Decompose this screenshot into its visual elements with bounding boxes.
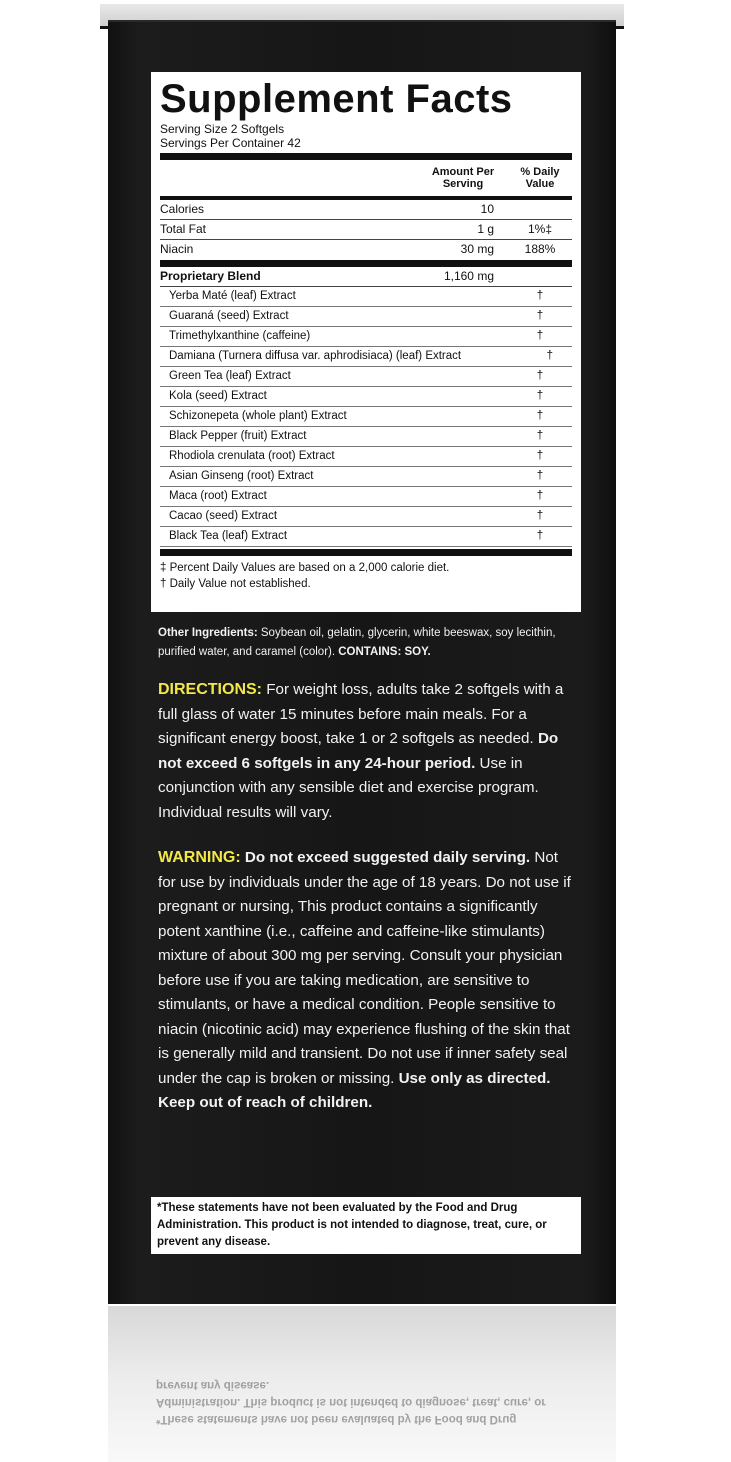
nutrient-dv: 1%‡ — [527, 222, 553, 236]
blend-item-row — [160, 487, 572, 507]
nutrient-row — [160, 200, 572, 220]
blend-item-name: Black Pepper (fruit) Extract — [169, 430, 307, 442]
blend-item-dv: † — [536, 310, 544, 322]
blend-item-dv: † — [536, 370, 544, 382]
nutrient-list — [160, 200, 572, 259]
facts-footnotes — [160, 556, 572, 592]
blend-item-name: Schizonepeta (whole plant) Extract — [169, 410, 347, 422]
blend-item-dv: † — [536, 290, 544, 302]
blend-item-name: Damiana (Turnera diffusa var. aphrodisiaca) (leaf) Extract — [169, 350, 462, 362]
warning-label: WARNING: — [158, 849, 241, 866]
blend-item-dv: † — [536, 450, 544, 462]
fda-disclaimer: *These statements have not been evaluated by the Food and Drug Administration. This product is not intended to diagnose, treat, cure, or prevent any disease. — [151, 1197, 581, 1254]
nutrient-dv — [508, 200, 572, 219]
proprietary-blend-row — [160, 267, 572, 287]
blend-item-name: Black Tea (leaf) Extract — [169, 530, 288, 542]
facts-header-row — [160, 162, 572, 196]
nutrient-amount: 30 mg — [460, 242, 494, 256]
blend-item-list — [160, 287, 572, 547]
divider-thick — [160, 260, 572, 267]
directions-text: For weight loss, adults take 2 softgels with a full glass of water 15 minutes before main meals. For a significant energy boost, take 1 or 2 softgels as needed. — [158, 681, 564, 747]
warning-text: Not for use by individuals under the age of 18 years. Do not use if pregnant or nursing, This product contains a significantly potent xanthine (i.e., caffeine and caffeine-like stimulants) mixture of about 300 mg per serving. Consult your physician before use if you are taking medication, are sensitive to stimulants, or have a medical condition. People sensitive to niacin (nicotinic acid) may experience flushing of the skin that is generally mild and transient. Do not use if inner safety seal under the cap is broken or missing. — [158, 849, 571, 1087]
directions-label: DIRECTIONS: — [158, 681, 262, 698]
directions-limit: Do not exceed 6 softgels in any 24-hour period. — [158, 730, 559, 772]
blend-item-name: Rhodiola crenulata (root) Extract — [169, 450, 335, 462]
blend-item-row — [160, 407, 572, 427]
reflected-disclaimer: *These statements have not been evaluated by the Food and Drug Administration. This product is not intended to diagnose, treat, cure, or prevent any disease. — [156, 1379, 546, 1425]
blend-item-name: Asian Ginseng (root) Extract — [169, 470, 314, 482]
servings-per-container: Servings Per Container 42 — [160, 136, 301, 150]
blend-item-dv: † — [546, 350, 554, 362]
blend-item-row — [160, 387, 572, 407]
amount-header: Amount Per Serving — [431, 166, 495, 190]
other-ingredients — [158, 624, 578, 662]
blend-item-row — [160, 347, 572, 367]
footnote-not-established: † Daily Value not established. — [160, 578, 311, 590]
blend-item-dv: † — [536, 510, 544, 522]
contains-allergen: CONTAINS: SOY. — [338, 646, 431, 658]
blend-item-dv: † — [536, 490, 544, 502]
blend-item-name: Maca (root) Extract — [169, 490, 267, 502]
divider-thick — [160, 153, 572, 160]
blend-item-dv: † — [536, 530, 544, 542]
surface-reflection — [108, 1306, 616, 1462]
blend-item-name: Cacao (seed) Extract — [169, 510, 278, 522]
blend-item-name: Green Tea (leaf) Extract — [169, 370, 291, 382]
blend-item-dv: † — [536, 390, 544, 402]
nutrient-amount: 10 — [480, 202, 494, 216]
blend-item-row — [160, 447, 572, 467]
nutrient-name: Calories — [160, 202, 205, 216]
serving-size: Serving Size 2 Softgels — [160, 122, 285, 136]
warning-keep-away: Use only as directed. Keep out of reach of children. — [158, 1069, 551, 1111]
blend-item-row — [160, 287, 572, 307]
warning-block — [158, 846, 578, 1116]
blend-amount: 1,160 mg — [443, 269, 494, 283]
other-ingredients-text: Soybean oil, gelatin, glycerin, white beeswax, soy lecithin, purified water, and caramel (color). — [158, 627, 556, 658]
blend-item-name: Trimethylxanthine (caffeine) — [169, 330, 311, 342]
blend-item-name: Guaraná (seed) Extract — [169, 310, 289, 322]
blend-item-dv: † — [536, 330, 544, 342]
facts-title: Supplement Facts — [160, 77, 513, 121]
divider-thick — [160, 549, 572, 556]
blend-item-row — [160, 307, 572, 327]
blend-item-row — [160, 467, 572, 487]
blend-name: Proprietary Blend — [160, 269, 261, 283]
blend-item-name: Kola (seed) Extract — [169, 390, 267, 402]
nutrient-dv: 188% — [524, 242, 556, 256]
blend-item-dv: † — [536, 430, 544, 442]
blend-item-row — [160, 527, 572, 547]
blend-item-row — [160, 327, 572, 347]
nutrient-name: Niacin — [160, 242, 194, 256]
supplement-facts-panel — [151, 72, 581, 612]
nutrient-amount: 1 g — [477, 222, 494, 236]
nutrient-name: Total Fat — [160, 222, 207, 236]
blend-item-row — [160, 507, 572, 527]
blend-item-row — [160, 427, 572, 447]
blend-item-name: Yerba Maté (leaf) Extract — [169, 290, 296, 302]
nutrient-row — [160, 220, 572, 240]
footnote-daily-values: ‡ Percent Daily Values are based on a 2,000 calorie diet. — [160, 562, 450, 574]
other-ingredients-label: Other Ingredients: — [158, 627, 258, 639]
blend-item-dv: † — [536, 410, 544, 422]
nutrient-row — [160, 240, 572, 259]
warning-serving: Do not exceed suggested daily serving. — [240, 849, 531, 866]
blend-item-dv: † — [536, 470, 544, 482]
directions-text-2: Use in conjunction with any sensible diet and exercise program. Individual results will vary. — [158, 754, 539, 821]
blend-item-row — [160, 367, 572, 387]
directions-block — [158, 678, 578, 825]
daily-value-header: % Daily Value — [520, 166, 560, 190]
